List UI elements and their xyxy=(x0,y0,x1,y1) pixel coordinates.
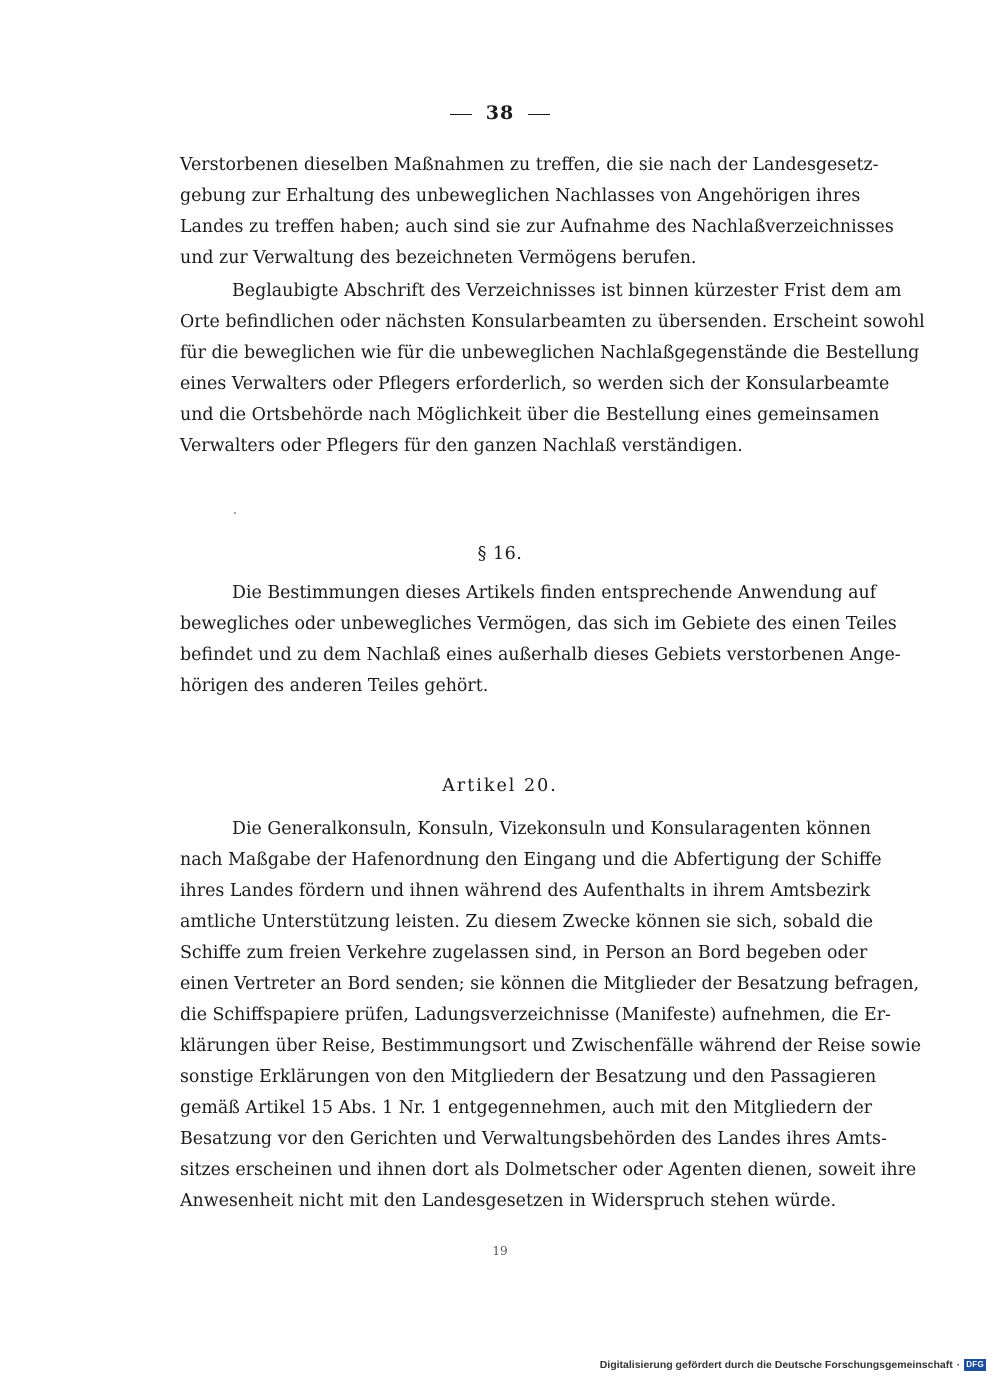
text-line: einen Vertreter an Bord senden; sie können die Mitglieder der Besatzung befragen, xyxy=(180,974,920,994)
article-20-heading: Artikel 20. xyxy=(442,776,558,796)
footer-separator: · xyxy=(956,1359,961,1371)
dash-left xyxy=(450,114,472,115)
text-line: für die beweglichen wie für die unbeweglichen Nachlaßgegenstände die Bestellung xyxy=(180,343,920,363)
text-line: befindet und zu dem Nachlaß eines außerhalb dieses Gebiets verstorbenen Ange- xyxy=(180,645,901,665)
signature-mark: 19 xyxy=(492,1244,508,1258)
text-line: nach Maßgabe der Hafenordnung den Eingang und die Abfertigung der Schiffe xyxy=(180,850,882,870)
text-line: Die Generalkonsuln, Konsuln, Vizekonsuln und Konsularagenten können xyxy=(232,819,871,839)
dash-right xyxy=(528,114,550,115)
page-number-header xyxy=(0,102,1000,124)
text-line: Orte befindlichen oder nächsten Konsularbeamten zu übersenden. Erscheint sowohl xyxy=(180,312,925,332)
text-line: und die Ortsbehörde nach Möglichkeit über die Bestellung eines gemeinsamen xyxy=(180,405,880,425)
section-16-heading: § 16. xyxy=(477,544,523,564)
text-line: bewegliches oder unbewegliches Vermögen, das sich im Gebiete des einen Teiles xyxy=(180,614,897,634)
dfg-logo-icon: DFG xyxy=(966,1360,984,1369)
text-line: ihres Landes fördern und ihnen während des Aufenthalts in ihrem Amtsbezirk xyxy=(180,881,871,901)
print-speck xyxy=(234,512,236,514)
text-line: Landes zu treffen haben; auch sind sie zur Aufnahme des Nachlaßverzeichnisses xyxy=(180,217,894,237)
text-line: Verstorbenen dieselben Maßnahmen zu treffen, die sie nach der Landesgesetz- xyxy=(180,155,879,175)
text-line: sonstige Erklärungen von den Mitgliedern der Besatzung und den Passagieren xyxy=(180,1067,877,1087)
page-number: 38 xyxy=(485,102,515,124)
article-20-body xyxy=(180,814,922,1217)
paragraph-1 xyxy=(180,150,894,274)
text-line: und zur Verwaltung des bezeichneten Vermögens berufen. xyxy=(180,248,697,268)
text-line: gemäß Artikel 15 Abs. 1 Nr. 1 entgegennehmen, auch mit den Mitgliedern der xyxy=(180,1098,873,1118)
text-line: Verwalters oder Pflegers für den ganzen Nachlaß verständigen. xyxy=(180,436,743,456)
text-line: klärungen über Reise, Bestimmungsort und Zwischenfälle während der Reise sowie xyxy=(180,1036,922,1056)
text-line: Schiffe zum freien Verkehre zugelassen sind, in Person an Bord begeben oder xyxy=(180,943,868,963)
digitization-footer xyxy=(600,1359,986,1371)
text-line: gebung zur Erhaltung des unbeweglichen Nachlasses von Angehörigen ihres xyxy=(180,186,861,206)
paragraph-2 xyxy=(180,276,925,462)
section-16-body xyxy=(180,578,901,702)
text-line: die Schiffspapiere prüfen, Ladungsverzeichnisse (Manifeste) aufnehmen, die Er- xyxy=(180,1005,891,1025)
text-line: Besatzung vor den Gerichten und Verwaltungsbehörden des Landes ihres Amts- xyxy=(180,1129,887,1149)
text-line: sitzes erscheinen und ihnen dort als Dolmetscher oder Agenten dienen, soweit ihre xyxy=(180,1160,917,1180)
text-line: Die Bestimmungen dieses Artikels finden entsprechende Anwendung auf xyxy=(232,583,877,603)
text-line: Beglaubigte Abschrift des Verzeichnisses ist binnen kürzester Frist dem am xyxy=(232,281,902,301)
text-line: amtliche Unterstützung leisten. Zu diesem Zwecke können sie sich, sobald die xyxy=(180,912,874,932)
footer-text: Digitalisierung gefördert durch die Deutsche Forschungsgemeinschaft xyxy=(599,1359,953,1371)
text-line: eines Verwalters oder Pflegers erforderlich, so werden sich der Konsularbeamte xyxy=(180,374,890,394)
text-line: hörigen des anderen Teiles gehört. xyxy=(180,676,489,696)
text-line: Anwesenheit nicht mit den Landesgesetzen in Widerspruch stehen würde. xyxy=(180,1191,837,1211)
